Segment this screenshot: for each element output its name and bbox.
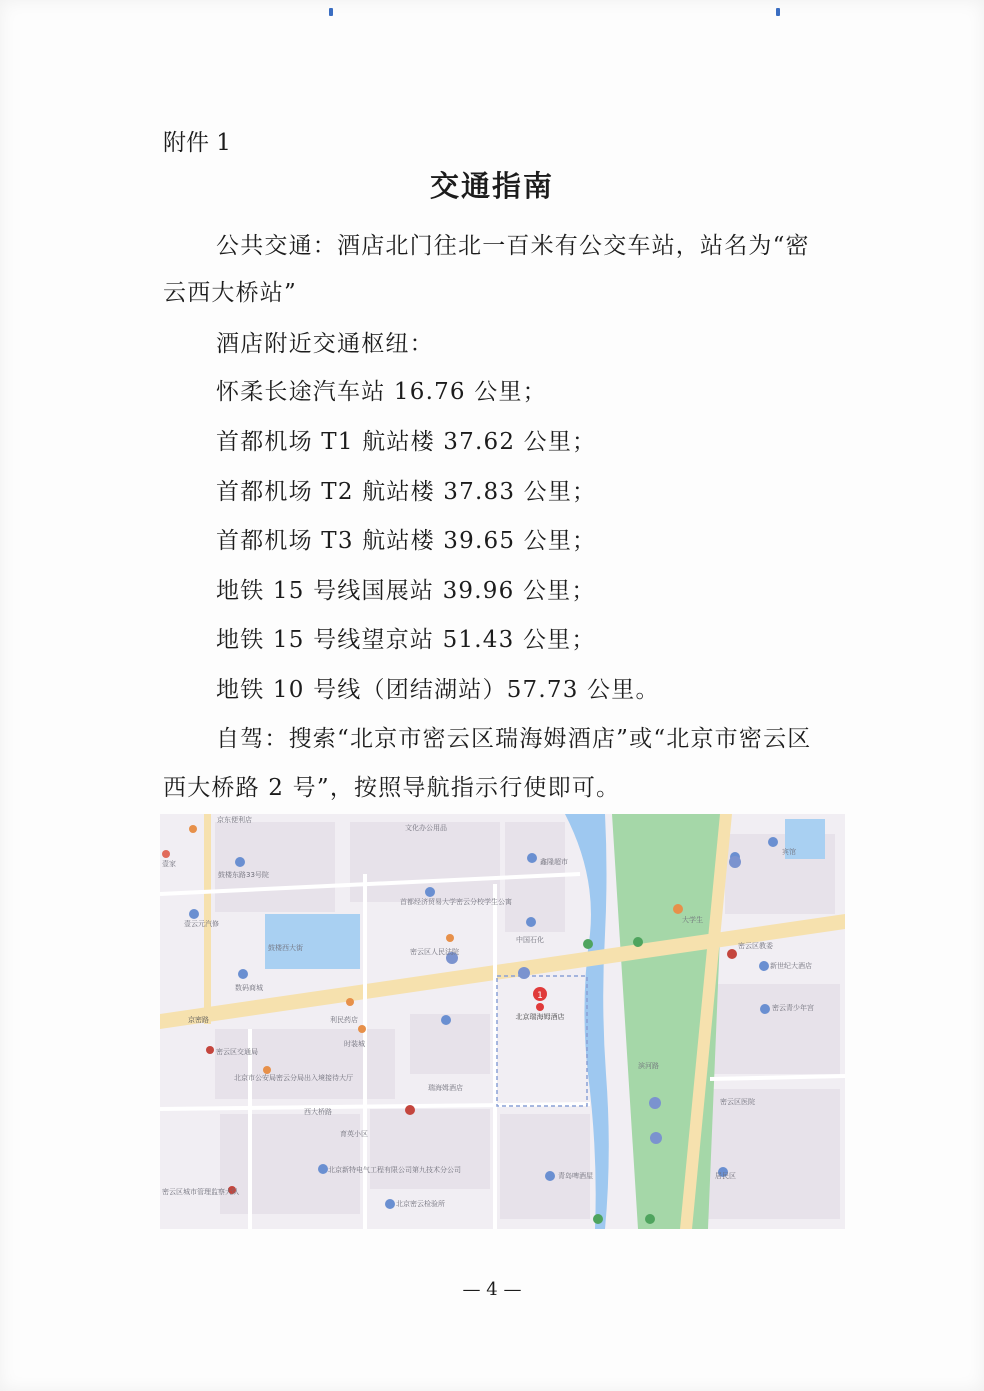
- map-label: 鼓楼西大街: [268, 944, 303, 952]
- pond: [265, 914, 360, 969]
- attachment-label: 附件 1: [163, 130, 231, 156]
- poi-dot: [238, 969, 248, 979]
- poi-dot: [673, 904, 683, 914]
- map-label: 密云区教委: [738, 942, 773, 950]
- driving-line1: 自驾：搜索“北京市密云区瑞海姆酒店”或“北京市密云区: [216, 726, 812, 752]
- map-label: 壹云元汽修: [184, 920, 219, 928]
- road-label: 京密路: [188, 1016, 209, 1024]
- parking-icon: [650, 1132, 662, 1144]
- hubs-heading: 酒店附近交通枢纽：: [216, 331, 434, 357]
- map-label: 鑫隆超市: [540, 858, 568, 866]
- hotel-pin-number: 1: [537, 991, 543, 1001]
- poi-dot: [583, 939, 593, 949]
- map-label: 瑞海姆酒店: [428, 1084, 463, 1092]
- map-label: 北京市公安局密云分局出入境接待大厅: [234, 1074, 353, 1082]
- map-label: 宾馆: [782, 848, 796, 856]
- poi-dot: [189, 825, 197, 833]
- parking-icon: [649, 1097, 661, 1109]
- poi-dot: [235, 857, 245, 867]
- map-label: 大学生: [682, 916, 703, 924]
- map-label: 鼓楼东路33号院: [218, 871, 269, 879]
- map-canvas: [160, 814, 845, 1229]
- hotel-icon: [536, 1003, 544, 1011]
- location-map: [160, 814, 845, 1229]
- poi-dot: [263, 1066, 271, 1074]
- map-label: 密云区城市管理监察大队: [162, 1188, 239, 1196]
- hub-item: 怀柔长途汽车站 16.76 公里；: [216, 379, 547, 405]
- map-label: 新世纪大酒店: [770, 962, 812, 970]
- poi-dot: [768, 837, 778, 847]
- poi-dot: [645, 1214, 655, 1224]
- map-label: 密云青少年宫: [772, 1004, 814, 1012]
- driving-line2: 西大桥路 2 号”，按照导航指示行使即可。: [163, 775, 621, 801]
- map-label: 北京密云检验所: [396, 1200, 445, 1208]
- scan-mark-right: [776, 8, 780, 16]
- public-transport-line1: 公共交通：酒店北门往北一百米有公交车站，站名为“密: [216, 233, 810, 259]
- map-label: 时装城: [344, 1040, 365, 1048]
- map-label: 利民药店: [330, 1016, 358, 1024]
- poi-dot: [446, 934, 454, 942]
- poi-dot: [425, 887, 435, 897]
- poi-dot: [358, 1025, 366, 1033]
- hub-item: 地铁 15 号线望京站 51.43 公里；: [216, 627, 596, 653]
- map-label: 中国石化: [516, 936, 544, 944]
- poi-dot: [545, 1171, 555, 1181]
- hub-item: 首都机场 T3 航站楼 39.65 公里；: [216, 528, 597, 554]
- hub-item: 地铁 10 号线（团结湖站）57.73 公里。: [216, 677, 660, 703]
- map-label: 北京新特电气工程有限公司第九技术分公司: [328, 1166, 461, 1174]
- poi-dot: [633, 937, 643, 947]
- poi-dot: [441, 1015, 451, 1025]
- public-transport-line2: 云西大桥站”: [163, 280, 297, 306]
- map-label: 居民区: [715, 1172, 736, 1180]
- hub-item: 地铁 15 号线国展站 39.96 公里；: [216, 578, 596, 604]
- poi-dot: [318, 1164, 328, 1174]
- poi-dot: [759, 961, 769, 971]
- poi-dot: [405, 1105, 415, 1115]
- map-label: 密云区医院: [720, 1098, 755, 1106]
- poi-dot: [189, 909, 199, 919]
- map-label: 西大桥路: [304, 1108, 332, 1116]
- map-label: 数码商城: [235, 984, 263, 992]
- map-label: 育英小区: [340, 1130, 368, 1138]
- poi-dot: [760, 1004, 770, 1014]
- poi-dot: [527, 853, 537, 863]
- map-label: 密云区交通局: [216, 1048, 258, 1056]
- poi-dot: [526, 917, 536, 927]
- map-label: 文化办公用品: [405, 824, 447, 832]
- map-label: 滨河路: [638, 1062, 659, 1070]
- poi-dot: [593, 1214, 603, 1224]
- parking-icon: [729, 856, 741, 868]
- poi-dot: [206, 1046, 214, 1054]
- poi-dot: [727, 949, 737, 959]
- poi-dot: [162, 850, 170, 858]
- hub-item: 首都机场 T2 航站楼 37.83 公里；: [216, 479, 597, 505]
- page-number: — 4 —: [462, 1279, 522, 1300]
- map-label: 密云区人民法院: [410, 948, 459, 956]
- poi-dot: [385, 1199, 395, 1209]
- hub-item: 首都机场 T1 航站楼 37.62 公里；: [216, 429, 597, 455]
- road-west: [204, 814, 211, 1024]
- map-label: 首都经济贸易大学密云分校学生公寓: [400, 898, 512, 906]
- parking-icon: [518, 967, 530, 979]
- page-title: 交通指南: [429, 169, 554, 203]
- hotel-label: 北京瑞海姆酒店: [515, 1013, 565, 1021]
- poi-dot: [346, 998, 354, 1006]
- map-label: 京东便利店: [217, 816, 252, 824]
- map-label: 青岛啤酒屋: [558, 1172, 593, 1180]
- scan-mark-left: [329, 8, 333, 16]
- map-label: 壹家: [162, 860, 176, 868]
